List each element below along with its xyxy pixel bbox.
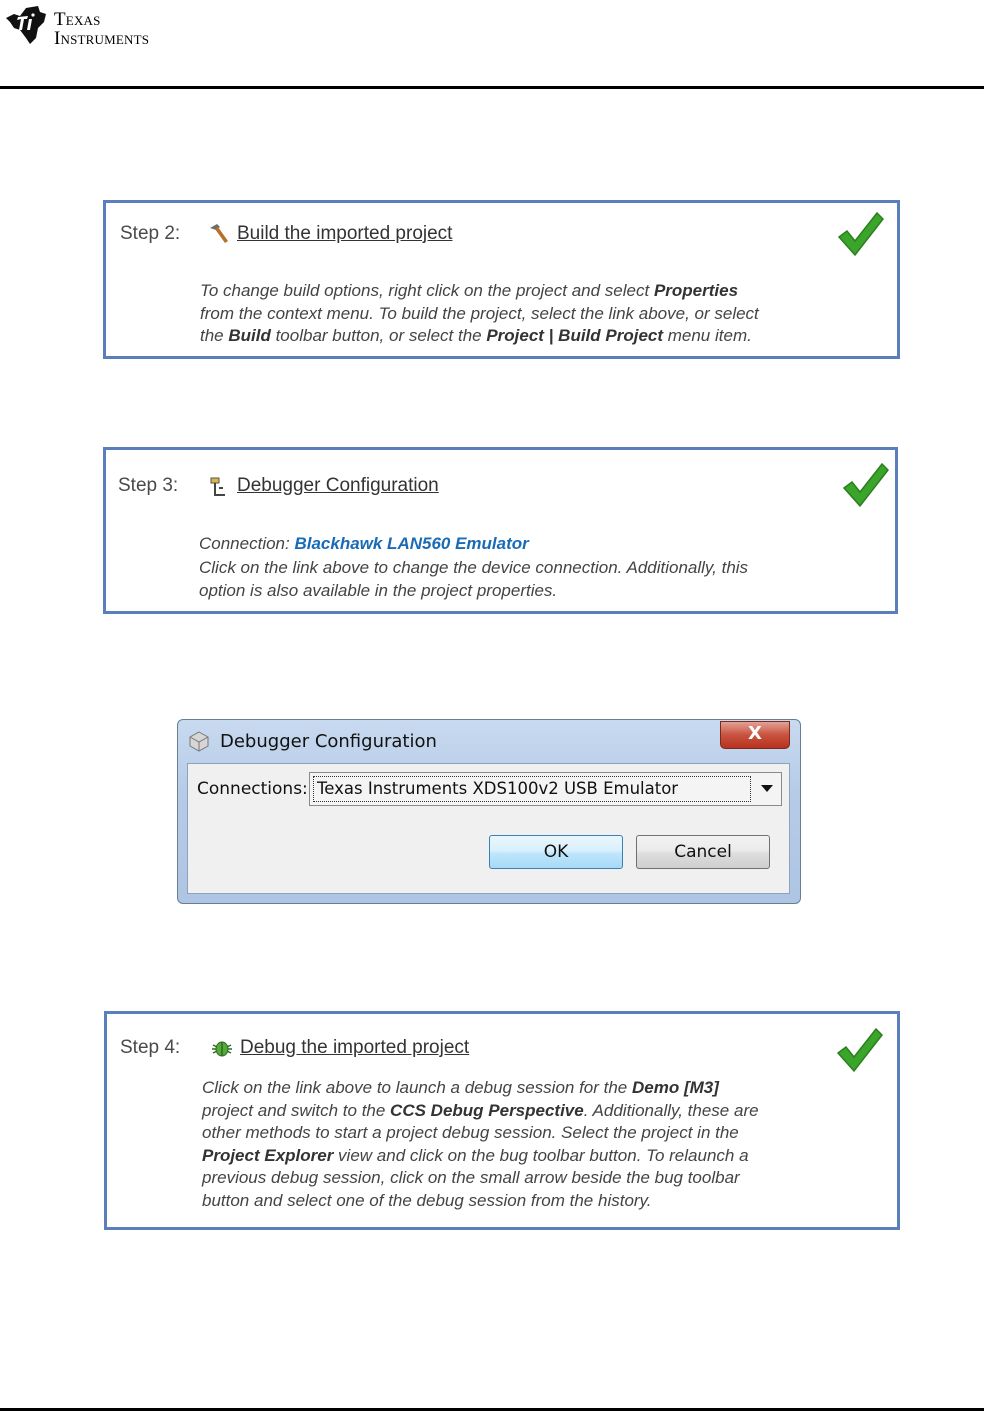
debugger-configuration-link[interactable]: Debugger Configuration [237,475,439,496]
close-button[interactable] [720,721,790,749]
checkmark-icon [834,1025,884,1075]
ti-wordmark [54,10,149,48]
ti-logo [4,4,194,49]
step-4-text: Click on the link above to launch a debug session for the [202,1078,632,1097]
hammer-icon [206,222,230,246]
step-2-text: Project | Build Project [486,326,664,345]
step-4-text: . Additionally, these are [583,1100,759,1120]
footer-rule [0,1408,984,1411]
step-2-text: Build [228,326,271,345]
debugger-configuration-dialog [177,719,801,904]
debug-project-link[interactable]: Debug the imported project [240,1037,470,1058]
step-3-text: option is also available in the project properties. [199,581,558,600]
debugger-config-icon [207,475,231,499]
bug-icon [210,1036,234,1060]
step-2-text: Properties [653,281,739,300]
step-4-panel [104,1011,900,1230]
step-2-description [200,280,880,348]
connections-selected-value: Texas Instruments XDS100v2 USB Emulator [317,779,679,798]
step-2-text: toolbar button, or select the [270,326,487,345]
step-3-text: Click on the link above to change the device connection. Additionally, this [199,557,749,577]
step-2-text: the [200,326,229,345]
close-icon: X [748,723,762,744]
header-rule [0,86,984,89]
connections-select[interactable] [309,772,782,806]
checkmark-icon [835,209,885,259]
ok-button[interactable]: OK [489,835,623,869]
ti-logo-icon [4,4,50,46]
step-4-text: Demo [M3] [632,1078,719,1097]
step-4-text: button and select one of the debug session from the history. [202,1190,652,1210]
step-4-text: CCS Debug Perspective [390,1100,584,1120]
build-project-link[interactable]: Build the imported project [237,223,453,244]
dialog-title: Debugger Configuration [220,731,437,752]
step-4-label: Step 4: [120,1037,181,1058]
connection-prefix: Connection: [199,534,295,553]
step-2-label: Step 2: [120,223,181,244]
step-3-label: Step 3: [118,475,179,496]
checkmark-icon [840,460,890,510]
step-2-text: To change build options, right click on the project and select [200,281,654,300]
step-4-text: Project Explorer [202,1145,334,1165]
step-4-text: other methods to start a project debug session. Select the project in the [202,1123,739,1142]
step-3-panel [103,447,898,614]
brand-line1: Texas [54,9,101,30]
dialog-content [187,763,790,894]
step-3-description [199,532,879,603]
step-4-text: view and click on the bug toolbar button. To relaunch a [333,1145,749,1165]
brand-line2: Instruments [54,28,150,49]
step-4-text: project and switch to the [202,1100,391,1120]
connection-link[interactable]: Blackhawk LAN560 Emulator [294,534,529,553]
step-4-text: previous debug session, click on the small arrow beside the bug toolbar [202,1168,740,1187]
step-2-text: menu item. [663,326,752,345]
connections-label: Connections: [197,779,308,799]
dialog-app-icon [188,730,210,752]
step-2-panel [103,200,900,359]
step-2-text: from the context menu. To build the project, select the link above, or select [200,303,759,323]
select-focus-ring [313,776,751,802]
step-4-description [202,1077,882,1212]
cancel-button[interactable]: Cancel [636,835,770,869]
dropdown-arrow-icon[interactable] [761,785,773,792]
